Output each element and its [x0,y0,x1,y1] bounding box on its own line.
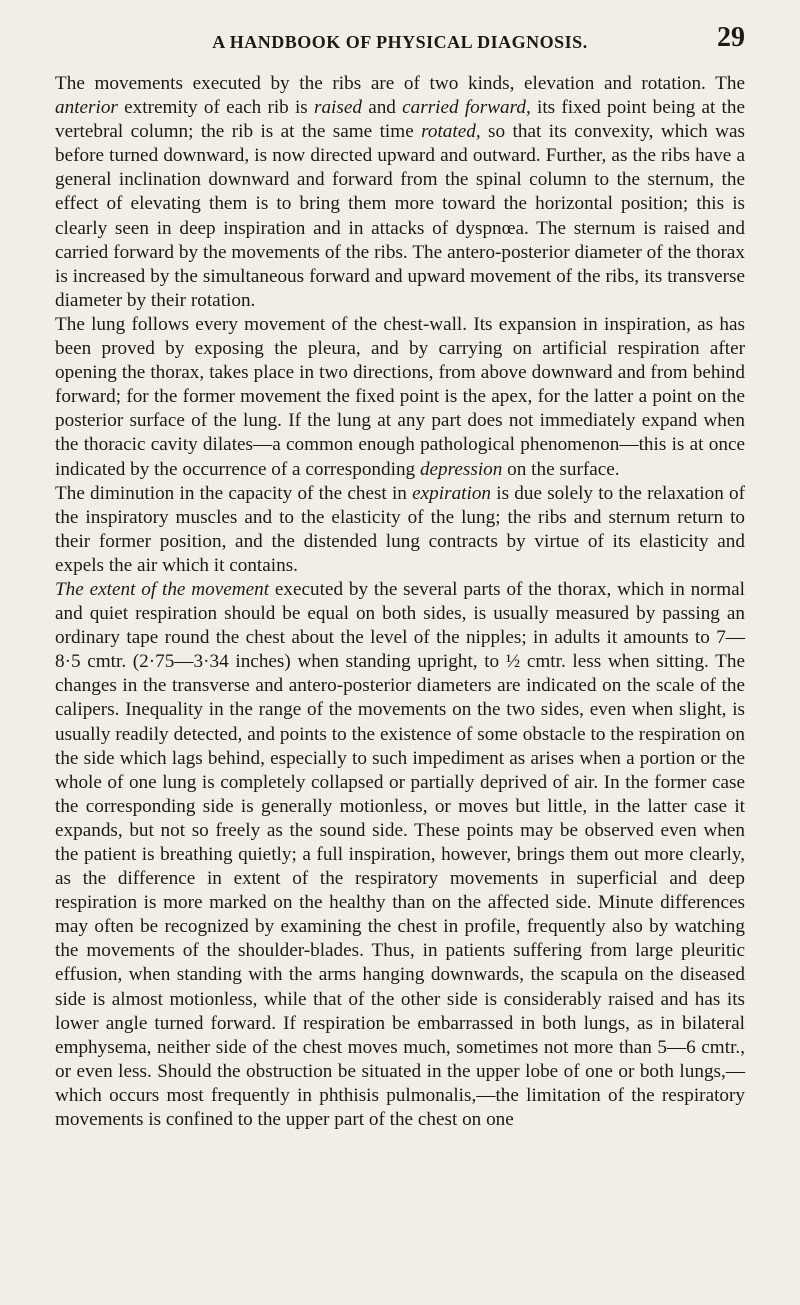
italic-text: rotated, [421,121,481,143]
text-run: executed by the several parts of the thorax, which in normal and quiet respiration should be equal on both sides, is usually measured by passing an ordinary tape round the chest about the level of the nipples; in adults it amounts to 7—8·5 cmtr. (2·75—3·34 inches) when standing upright, to ½ cmtr. less when sitting. The changes in the transverse and antero-posterior diameters are indicated on the scale of the calipers. Inequality in the range of the movements on the two sides, even when slight, is usually readily detected, and points to the existence of some obstacle to the respiration on the side which lags behind, especially to such impediment as arises when a portion or the whole of one lung is completely collapsed or partially deprived of air. In the former case the corresponding side is generally motionless, or moves but little, in the latter case it expands, but not so freely as the sound side. These points may be observed even when the patient is breathing quietly; a full inspiration, however, brings them out more clearly, as the difference in extent of the respiratory movements in superficial and deep respiration is more marked on the healthy than on the affected side. Minute differences may often be recognized by examining the chest in profile, frequently also by watching the movements of the shoulder-blades. Thus, in patients suffering from large pleuritic effusion, when standing with the arms hanging downwards, the scapula on the diseased side is almost motionless, while that of the other side is considerably raised and has its lower angle turned forward. If respiration be embarrassed in both lungs, as in bilateral emphysema, neither side of the chest moves much, sometimes not more than 5—6 cmtr., or even less. Should the obstruction be situated in the upper lobe of one or both lungs,—which occurs most frequently in phthisis pulmonalis,—the limitation of the respiratory movements is confined to the upper part of the chest on one [55,578,745,1131]
text-run: so that its convexity, which was before turned downward, is now directed upward and outward. Further, as the ribs have a general inclination downward and forward from the spinal column to the sternum, the effect of elevating them is to bring them more toward the horizontal position; this is clearly seen in deep inspiration and in attacks of dyspnœa. The sternum is raised and carried forward by the movements of the ribs. The antero-posterior diameter of the thorax is increased by the simultaneous forward and upward movement of the ribs, its transverse diameter by their rotation. [55,121,746,311]
paragraph [55,72,745,313]
page-number: 29 [717,22,745,53]
text-run: The lung follows every movement of the chest-wall. Its expansion in inspiration, as has been proved by exposing the pleura, and by carrying on artificial respiration after opening the thorax, takes place in two directions, from above downward and from behind forward; for the former movement the fixed point is the apex, for the latter a point on the posterior surface of the lung. If the lung at any part does not immediately expand when the thoracic cavity dilates—a common enough pathological phenomenon—this is at once indicated by the occurrence of a corresponding [55,313,745,480]
italic-text: raised [314,97,362,119]
text-run: extremity of each rib is [117,97,314,119]
paragraph [55,578,745,1132]
text-run: on the surface. [502,458,620,480]
text-run: its fixed point being at the vertebral column; the rib is at the same time [55,97,745,143]
paragraph [55,313,745,482]
book-page [0,22,800,1305]
paragraph [55,482,745,578]
italic-text: depression [419,458,503,480]
text-run: The diminution in the capacity of the chest in [55,482,413,504]
italic-text: anterior [55,97,118,119]
text-run: is due solely to the relaxation of the inspiratory muscles and to the elasticity of the lung; the ribs and sternum return to their former position, and the distended lung contracts by virtue of its elasticity and expels the air which it contains. [55,482,745,576]
text-run: and [361,97,403,119]
italic-text: The extent of the movement [55,578,270,600]
body-text [55,72,745,1132]
italic-text: expiration [412,482,492,504]
text-run: The movements executed by the ribs are of two kinds, elevation and rotation. The [55,73,745,94]
page-header [55,22,745,66]
running-title: A HANDBOOK OF PHYSICAL DIAGNOSIS. [212,32,588,52]
italic-text: carried forward, [402,97,531,119]
